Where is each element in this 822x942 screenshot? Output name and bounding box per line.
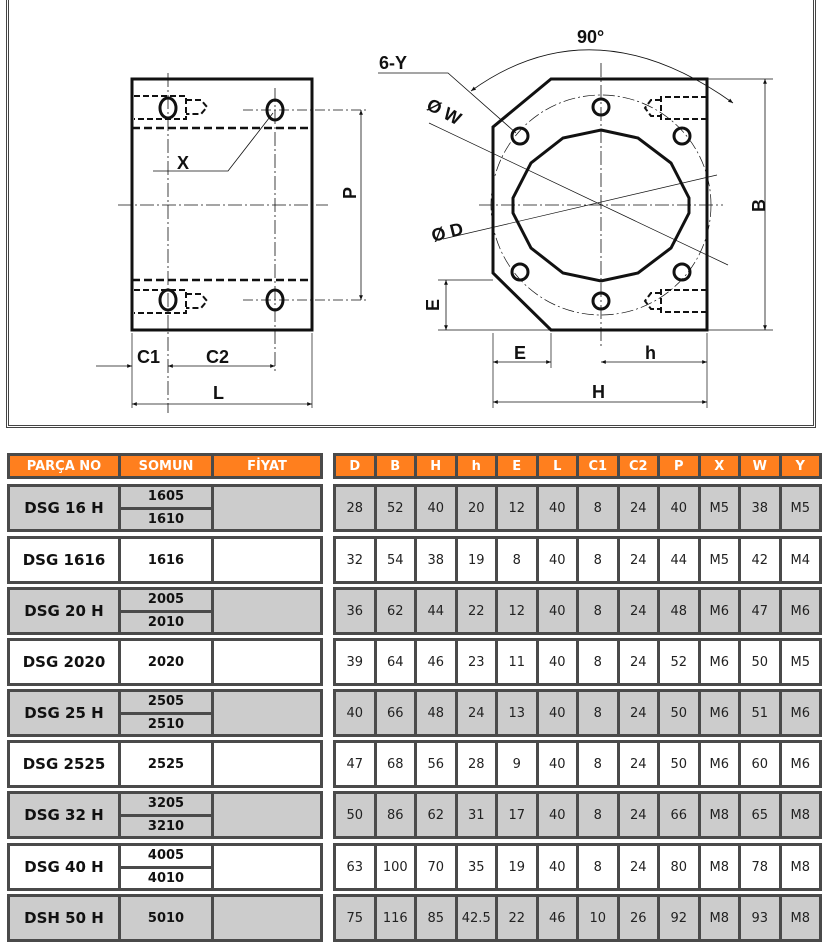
header-p: P	[660, 456, 698, 476]
dim-c1: 8	[579, 641, 617, 683]
dim-c1: 8	[579, 794, 617, 836]
nut-value: 1605	[121, 487, 211, 507]
dim-b: 86	[377, 794, 415, 836]
dim-x: M6	[701, 641, 739, 683]
nut-value: 2020	[121, 641, 211, 683]
dim-e: 11	[498, 641, 536, 683]
header-e: E	[498, 456, 536, 476]
label-w: Ø W	[423, 94, 465, 130]
dim-x: M6	[701, 590, 739, 632]
nut-value: 1610	[121, 510, 211, 530]
table-row	[7, 894, 323, 942]
dim-x: M6	[701, 743, 739, 785]
dim-c2: 24	[620, 539, 658, 581]
dim-l: 40	[539, 743, 577, 785]
price-cell	[214, 539, 320, 581]
dim-b: 100	[377, 846, 415, 888]
dim-y: M5	[782, 487, 820, 529]
dim-d: 36	[336, 590, 374, 632]
dim-d: 47	[336, 743, 374, 785]
part-number: DSG 2020	[10, 641, 118, 683]
part-number: DSG 1616	[10, 539, 118, 581]
label-p: P	[340, 186, 360, 199]
label-e-horizontal: E	[514, 343, 527, 363]
dim-e: 12	[498, 487, 536, 529]
dim-l: 40	[539, 641, 577, 683]
price-cell	[214, 692, 320, 734]
dim-x: M5	[701, 539, 739, 581]
dim-c2: 24	[620, 590, 658, 632]
nut-value: 3210	[121, 817, 211, 837]
dim-w: 65	[741, 794, 779, 836]
label-c2: C2	[206, 347, 230, 367]
dim-c2: 24	[620, 743, 658, 785]
dim-p: 50	[660, 743, 698, 785]
dim-h: 24	[458, 692, 496, 734]
nut-cell	[121, 487, 211, 529]
table-row-dimensions	[333, 843, 822, 891]
dim-d: 50	[336, 794, 374, 836]
nut-cell	[121, 590, 211, 632]
dim-h: 48	[417, 692, 455, 734]
header-w: W	[741, 456, 779, 476]
price-cell	[214, 897, 320, 939]
label-d: Ø D	[429, 218, 466, 246]
dim-h: 28	[458, 743, 496, 785]
dim-e: 19	[498, 846, 536, 888]
dim-l: 40	[539, 794, 577, 836]
dim-p: 50	[660, 692, 698, 734]
dim-l: 40	[539, 487, 577, 529]
dim-p: 66	[660, 794, 698, 836]
nut-value: 1616	[121, 539, 211, 581]
label-l: L	[213, 383, 224, 403]
dim-p: 48	[660, 590, 698, 632]
table-row-dimensions	[333, 791, 822, 839]
dim-l: 40	[539, 539, 577, 581]
dim-c2: 24	[620, 794, 658, 836]
dim-b: 64	[377, 641, 415, 683]
nut-value: 4010	[121, 869, 211, 889]
dim-l: 40	[539, 846, 577, 888]
label-b: B	[749, 199, 769, 212]
nut-cell	[121, 794, 211, 836]
dim-p: 92	[660, 897, 698, 939]
price-cell	[214, 846, 320, 888]
right-table-header	[333, 453, 822, 479]
header-b: B	[377, 456, 415, 476]
dim-c2: 24	[620, 692, 658, 734]
dim-p: 52	[660, 641, 698, 683]
part-number: DSG 25 H	[10, 692, 118, 734]
table-row-dimensions	[333, 484, 822, 532]
dim-h: 23	[458, 641, 496, 683]
dim-l: 46	[539, 897, 577, 939]
part-number: DSG 20 H	[10, 590, 118, 632]
dim-l: 40	[539, 692, 577, 734]
header-price: FİYAT	[214, 456, 320, 476]
dim-h: 40	[417, 487, 455, 529]
table-row	[7, 587, 323, 635]
table-row	[7, 689, 323, 737]
left-table-header	[7, 453, 323, 479]
price-cell	[214, 641, 320, 683]
header-c2: C2	[620, 456, 658, 476]
table-row-dimensions	[333, 536, 822, 584]
dim-h: 42.5	[458, 897, 496, 939]
technical-drawing	[6, 0, 816, 428]
nut-value: 2525	[121, 743, 211, 785]
dim-l: 40	[539, 590, 577, 632]
dim-w: 42	[741, 539, 779, 581]
dim-d: 75	[336, 897, 374, 939]
price-cell	[214, 743, 320, 785]
header-x: X	[701, 456, 739, 476]
dim-h: 20	[458, 487, 496, 529]
dim-x: M8	[701, 846, 739, 888]
dim-b: 52	[377, 487, 415, 529]
nut-value: 3205	[121, 794, 211, 814]
table-row-dimensions	[333, 638, 822, 686]
table-row-dimensions	[333, 894, 822, 942]
dim-h: 85	[417, 897, 455, 939]
dim-c1: 8	[579, 743, 617, 785]
dim-y: M5	[782, 641, 820, 683]
dim-c2: 26	[620, 897, 658, 939]
dim-b: 62	[377, 590, 415, 632]
dim-x: M8	[701, 897, 739, 939]
dim-c1: 8	[579, 590, 617, 632]
dim-c1: 8	[579, 539, 617, 581]
table-row	[7, 536, 323, 584]
part-number: DSG 32 H	[10, 794, 118, 836]
dim-x: M8	[701, 794, 739, 836]
label-angle: 90°	[577, 27, 605, 47]
part-number: DSH 50 H	[10, 897, 118, 939]
dim-w: 47	[741, 590, 779, 632]
dim-y: M8	[782, 846, 820, 888]
dim-c1: 10	[579, 897, 617, 939]
dim-b: 54	[377, 539, 415, 581]
dim-h: 56	[417, 743, 455, 785]
header-part-no: PARÇA NO	[10, 456, 118, 476]
dim-h: 62	[417, 794, 455, 836]
dim-p: 40	[660, 487, 698, 529]
dim-c1: 8	[579, 846, 617, 888]
dim-y: M4	[782, 539, 820, 581]
dim-w: 38	[741, 487, 779, 529]
dim-w: 60	[741, 743, 779, 785]
dim-d: 32	[336, 539, 374, 581]
dim-h: 44	[417, 590, 455, 632]
dim-e: 9	[498, 743, 536, 785]
nut-cell	[121, 846, 211, 888]
table-row	[7, 843, 323, 891]
header-h: H	[417, 456, 455, 476]
dim-c2: 24	[620, 641, 658, 683]
dim-h: 70	[417, 846, 455, 888]
dim-e: 17	[498, 794, 536, 836]
label-x: X	[177, 153, 190, 173]
header-h: h	[458, 456, 496, 476]
dim-h: 46	[417, 641, 455, 683]
dim-h: 22	[458, 590, 496, 632]
label-h-large: H	[592, 382, 605, 402]
header-c1: C1	[579, 456, 617, 476]
dim-w: 93	[741, 897, 779, 939]
header-y: Y	[782, 456, 820, 476]
header-nut: SOMUN	[121, 456, 211, 476]
price-cell	[214, 487, 320, 529]
nut-value: 2010	[121, 613, 211, 633]
header-l: L	[539, 456, 577, 476]
dim-d: 63	[336, 846, 374, 888]
dim-w: 78	[741, 846, 779, 888]
nut-value: 2505	[121, 692, 211, 712]
dim-y: M8	[782, 897, 820, 939]
dim-y: M6	[782, 692, 820, 734]
label-h-small: h	[645, 343, 656, 363]
nut-value: 4005	[121, 846, 211, 866]
dim-y: M6	[782, 590, 820, 632]
dim-w: 50	[741, 641, 779, 683]
dim-w: 51	[741, 692, 779, 734]
nut-value: 2005	[121, 590, 211, 610]
dim-h: 31	[458, 794, 496, 836]
label-e-vertical: E	[423, 298, 443, 311]
price-cell	[214, 590, 320, 632]
dim-d: 39	[336, 641, 374, 683]
nut-cell	[121, 692, 211, 734]
table-row	[7, 791, 323, 839]
part-number: DSG 16 H	[10, 487, 118, 529]
label-c1: C1	[137, 347, 161, 367]
dim-c1: 8	[579, 692, 617, 734]
nut-value: 5010	[121, 897, 211, 939]
dim-h: 19	[458, 539, 496, 581]
dim-d: 40	[336, 692, 374, 734]
part-number: DSG 40 H	[10, 846, 118, 888]
table-row-dimensions	[333, 689, 822, 737]
label-holes: 6-Y	[379, 53, 408, 73]
dim-b: 116	[377, 897, 415, 939]
table-row	[7, 740, 323, 788]
table-row-dimensions	[333, 587, 822, 635]
table-row	[7, 638, 323, 686]
header-d: D	[336, 456, 374, 476]
dim-p: 80	[660, 846, 698, 888]
dim-h: 38	[417, 539, 455, 581]
dim-h: 35	[458, 846, 496, 888]
nut-value: 2510	[121, 715, 211, 735]
dim-e: 12	[498, 590, 536, 632]
dim-d: 28	[336, 487, 374, 529]
dim-p: 44	[660, 539, 698, 581]
dim-x: M6	[701, 692, 739, 734]
dim-e: 8	[498, 539, 536, 581]
table-row	[7, 484, 323, 532]
dim-y: M6	[782, 743, 820, 785]
dim-e: 13	[498, 692, 536, 734]
price-cell	[214, 794, 320, 836]
dim-x: M5	[701, 487, 739, 529]
dim-c1: 8	[579, 487, 617, 529]
dim-c2: 24	[620, 487, 658, 529]
drawing-svg	[9, 0, 815, 427]
dim-y: M8	[782, 794, 820, 836]
dim-c2: 24	[620, 846, 658, 888]
table-row-dimensions	[333, 740, 822, 788]
dim-b: 66	[377, 692, 415, 734]
part-number: DSG 2525	[10, 743, 118, 785]
dim-b: 68	[377, 743, 415, 785]
dim-e: 22	[498, 897, 536, 939]
